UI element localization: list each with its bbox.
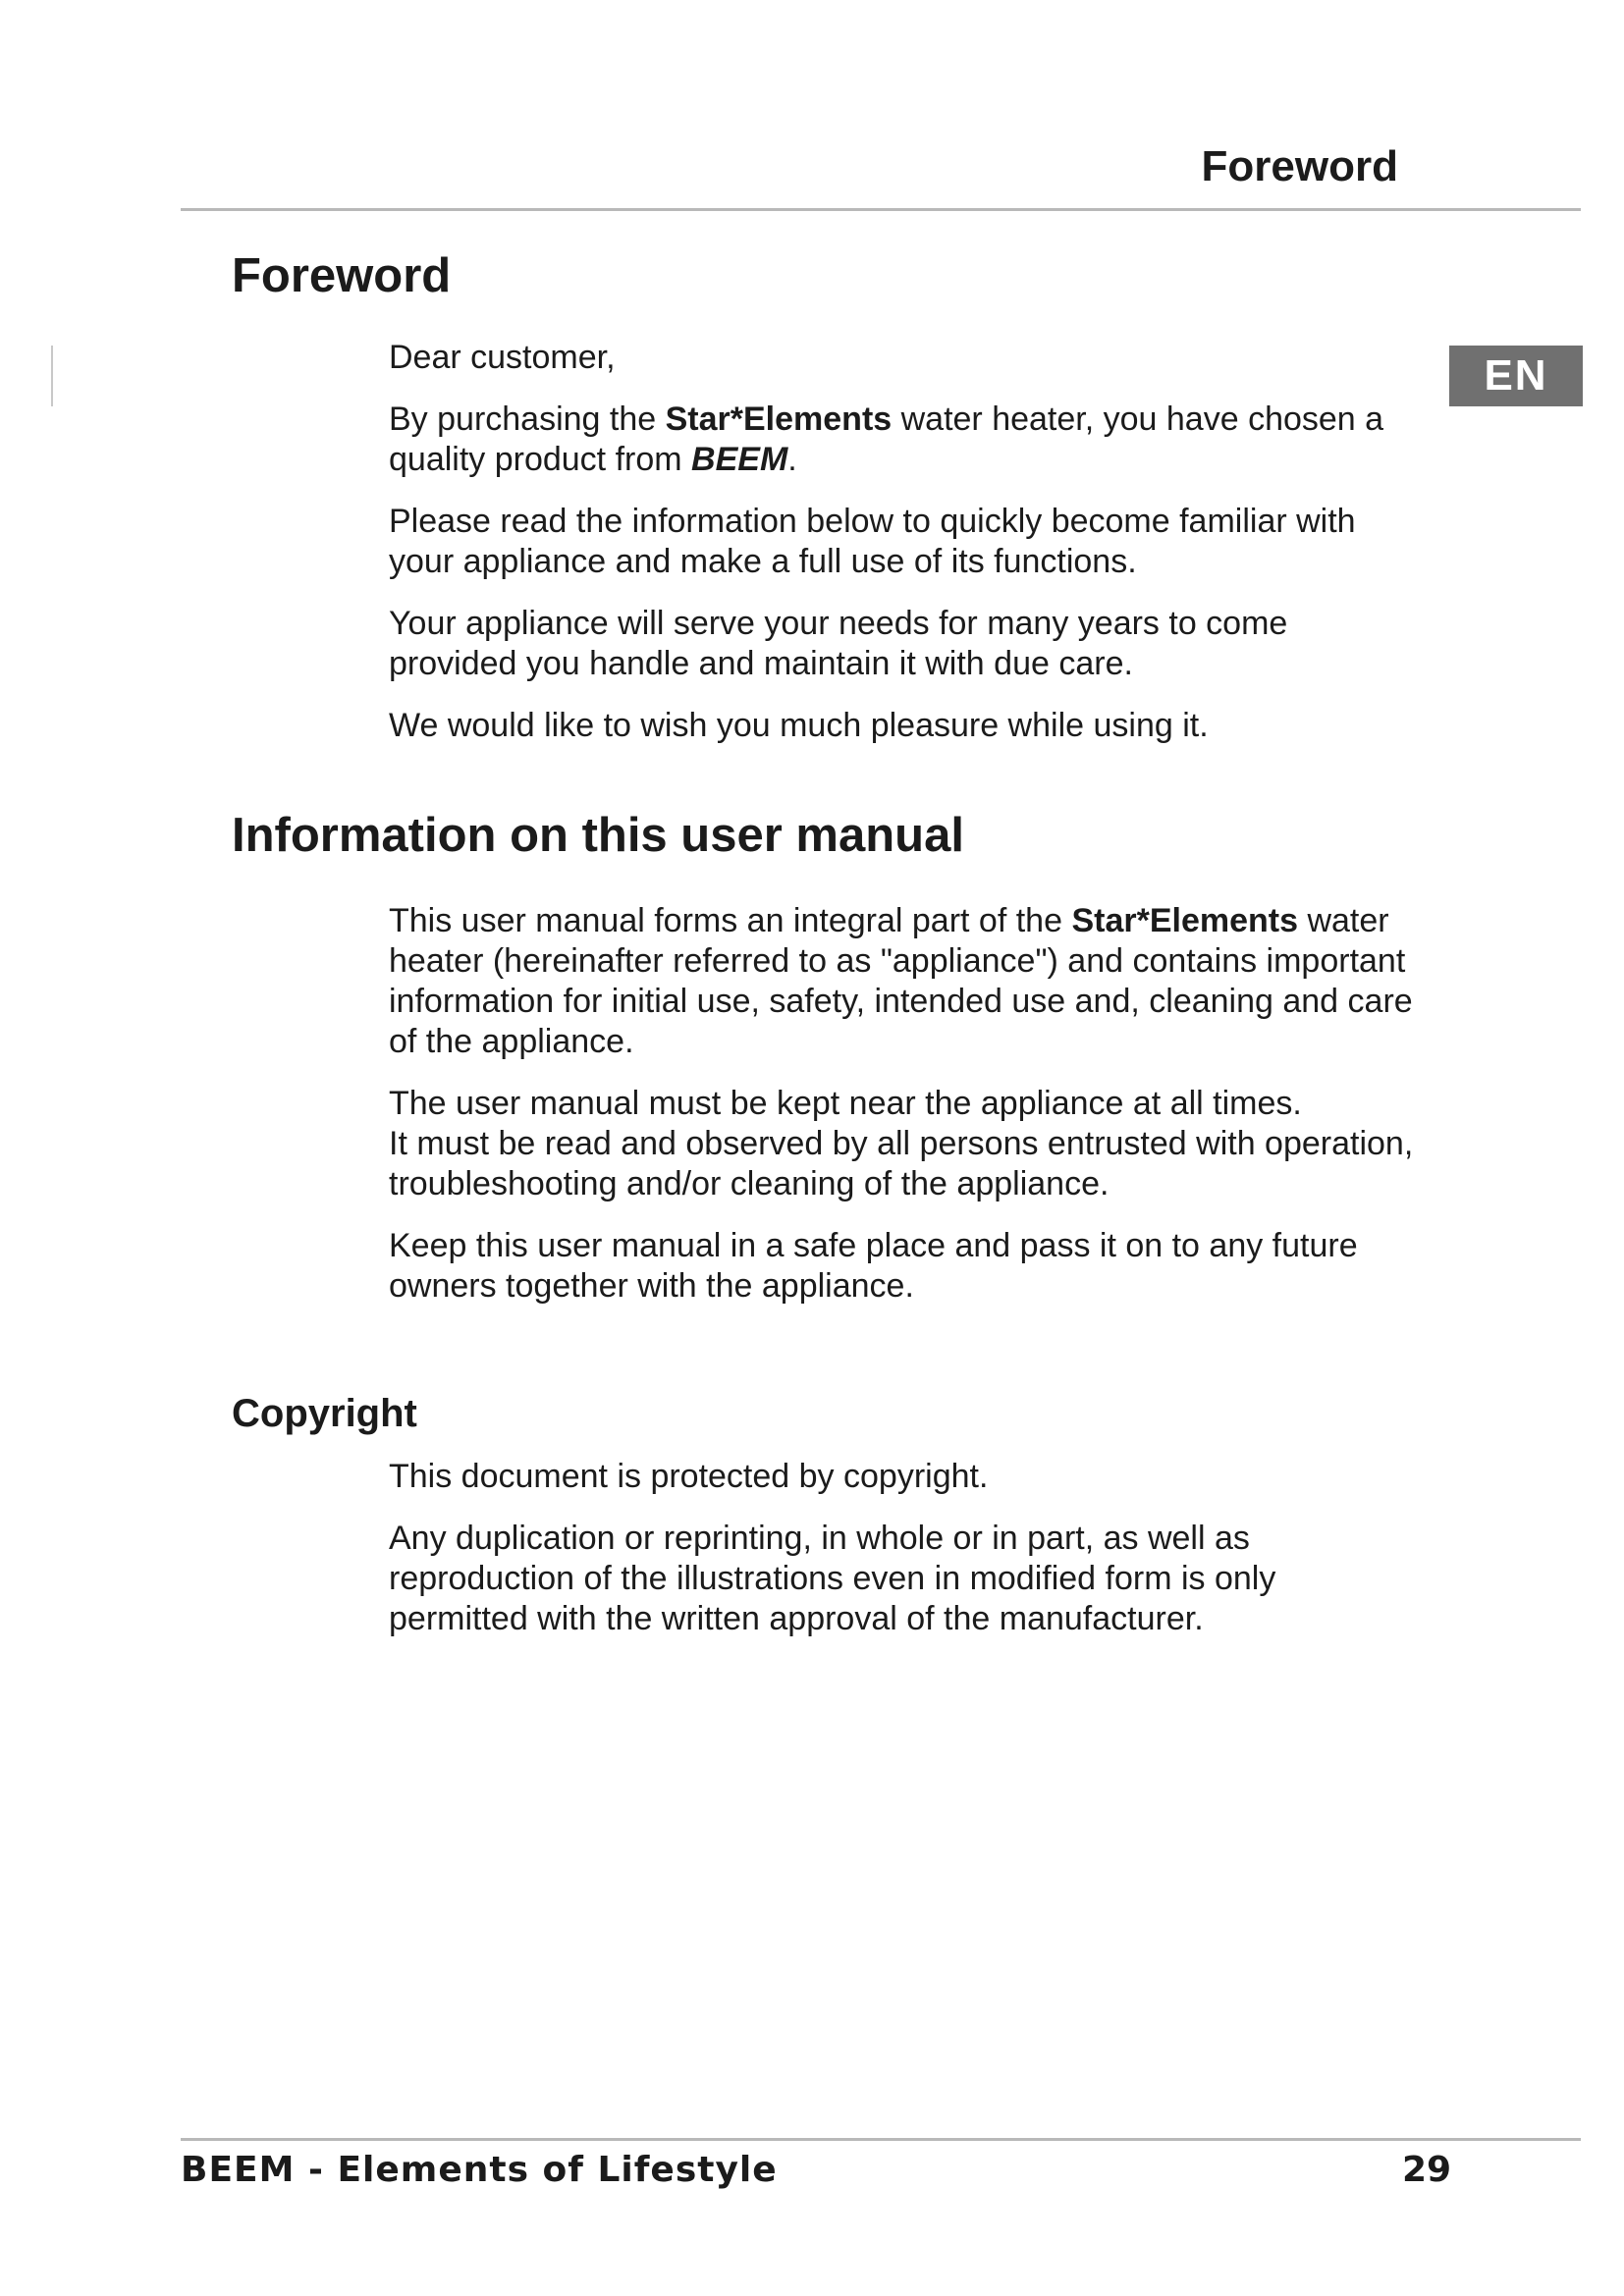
foreword-paragraph-4: We would like to wish you much pleasure while using it. [389,707,1209,744]
copyright-paragraph-2: Any duplication or reprinting, in whole or in part, as well as reproduction of the illustrations even in modified form is only permitted with the written approval of the manufacturer. [389,1520,1276,1637]
manual-info-paragraph-2: The user manual must be kept near the appliance at all times. It must be read and observed by all persons entrusted with operation, troubleshooting and/or cleaning of the appliance. [389,1085,1414,1202]
scan-margin-mark [51,346,53,406]
manual-info-body [389,901,1420,1307]
running-header-title: Foreword [1201,142,1398,190]
language-badge: EN [1449,346,1583,406]
salutation: Dear customer, [389,339,616,376]
foreword-paragraph-1: By purchasing the Star*Elements water heater, you have chosen a quality product from BEEM. [389,400,1384,478]
manual-info-paragraph-3: Keep this user manual in a safe place and pass it on to any future owners together with the appliance. [389,1227,1358,1305]
copyright-paragraph-1: This document is protected by copyright. [389,1458,989,1495]
footer-brand: BEEM - Elements of Lifestyle [181,2150,778,2190]
footer-divider [181,2138,1581,2141]
page-number: 29 [1402,2150,1452,2190]
product-name: Star*Elements [665,400,893,438]
copyright-heading: Copyright [232,1392,417,1435]
manual-info-paragraph-1: This user manual forms an integral part of the Star*Elements water heater (hereinafter referred to as "appliance") and contains important information for initial use, safety, intended use and, cleaning and care of the appliance. [389,902,1413,1060]
foreword-body [389,338,1420,746]
product-name: Star*Elements [1071,902,1298,939]
header-divider [181,208,1581,211]
brand-name: BEEM [691,441,788,478]
manual-info-heading: Information on this user manual [232,809,964,862]
copyright-body [389,1457,1420,1639]
foreword-heading: Foreword [232,249,452,302]
foreword-paragraph-2: Please read the information below to quickly become familiar with your appliance and make a full use of its functions. [389,503,1356,580]
foreword-paragraph-3: Your appliance will serve your needs for many years to come provided you handle and maintain it with due care. [389,605,1288,682]
